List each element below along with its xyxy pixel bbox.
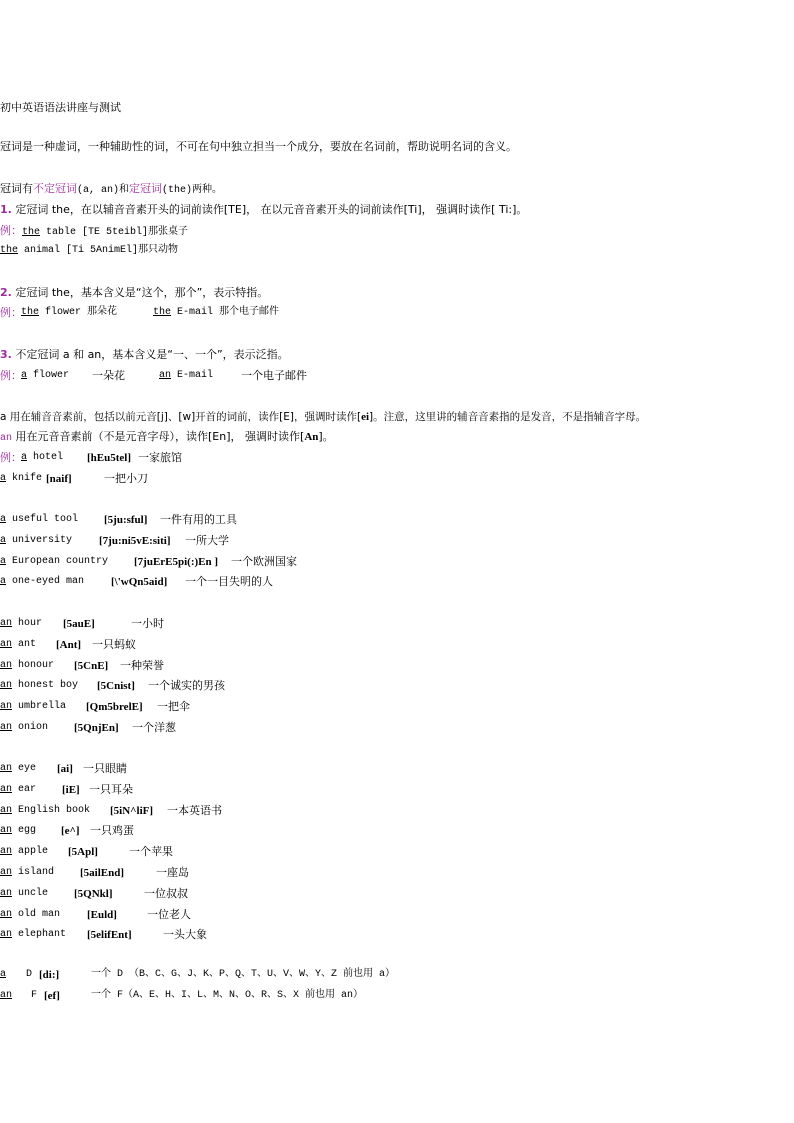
article-types [0, 180, 222, 198]
phonetic: [e^] [61, 825, 80, 838]
section-text: 不定冠词 a 和 an，基本含义是“一、一个”，表示泛指。 [11, 348, 289, 361]
article-word: an [0, 804, 13, 816]
example-text: flower 那朵花 [39, 307, 118, 318]
noun-text: old man [12, 908, 61, 920]
article-word: an [0, 763, 13, 774]
noun-text: honour [12, 659, 55, 671]
phonetic: [Euld] [87, 908, 117, 921]
phonetic: [ef] [44, 990, 60, 1002]
example-label [0, 449, 22, 467]
types-end: (the)两种。 [162, 185, 223, 196]
phonetic: [5iN^liF] [110, 804, 154, 817]
phonetic: [iE] [62, 783, 80, 796]
definite-article-term: 定冠词 [129, 182, 163, 195]
example-label: 例： [0, 306, 22, 319]
translation: 一本英语书 [167, 803, 222, 817]
phonetic: [5Apl] [68, 846, 98, 859]
article-word: an [0, 908, 13, 920]
types-mid: (a, an)和 [77, 185, 130, 196]
vocab-word [0, 864, 54, 882]
translation: 一个洋葱 [132, 721, 176, 734]
example-text: E-mail [171, 370, 214, 381]
phonetic: [7ju:ni5vE:siti] [99, 534, 171, 547]
translation: 一个一目失明的人 [185, 575, 273, 589]
section-text: 定冠词 the，基本含义是“这个，那个”，表示特指。 [11, 286, 269, 299]
noun-text: useful tool [6, 514, 79, 525]
vocab-word [0, 636, 36, 654]
article-word: a [0, 534, 7, 546]
rule-ipa: An [304, 431, 319, 443]
noun-text: knife [6, 472, 43, 484]
phonetic: [5ailEnd] [80, 867, 125, 879]
article-word: a [21, 370, 28, 381]
example-1 [21, 367, 69, 385]
noun-text: ant [12, 638, 37, 650]
translation: 一个诚实的男孩 [148, 679, 225, 693]
noun-text: apple [12, 846, 49, 858]
article-word: a [0, 555, 7, 567]
example-line [0, 242, 178, 260]
vocab-word [0, 719, 48, 737]
example-2 [153, 304, 279, 322]
example-label-text: 例： [0, 451, 22, 464]
example-1 [21, 304, 117, 322]
phonetic: [7juErE5pi(:)En ] [134, 555, 219, 568]
vocab-word [0, 843, 48, 861]
translation: 一把伞 [157, 700, 190, 714]
section-2 [0, 284, 268, 302]
noun-text: English book [12, 804, 91, 816]
article-word: a [0, 472, 7, 484]
article-word: the [22, 227, 41, 238]
article-word: the [21, 307, 40, 318]
article-word: an [0, 680, 13, 692]
article-word: a [21, 452, 28, 463]
vocab-word [0, 906, 60, 924]
article-word: an [0, 846, 13, 858]
noun-text: ear [12, 783, 37, 795]
rule-article: an [0, 433, 13, 444]
example-label: 例： [0, 369, 22, 382]
translation: 一个欧洲国家 [231, 554, 297, 568]
translation: 一种荣誉 [120, 658, 164, 672]
intro-paragraph: 冠词是一种虚词，一种辅助性的词，不可在句中独立担当一个成分，要放在名词前，帮助说明名词的含义。 [0, 140, 517, 153]
translation: 一件有用的工具 [160, 513, 237, 526]
vocab-word [21, 449, 63, 467]
translation: 一所大学 [185, 533, 229, 547]
rule-text: 用在元音音素前（不是元音字母），读作[En]， 强调时读作[ [12, 430, 305, 443]
page-title: 初中英语语法讲座与测试 [0, 101, 121, 114]
article-word: an [0, 659, 13, 671]
article-word: a [0, 514, 7, 525]
phonetic: [naif] [46, 472, 72, 485]
example-text: table [TE 5teibl]那张桌子 [40, 227, 189, 238]
noun-text: hotel [27, 452, 64, 463]
vocab-word [0, 760, 36, 778]
rule-text: ]。 [318, 430, 334, 443]
vocab-word [0, 677, 78, 695]
article-word: the [0, 245, 19, 256]
translation: 一把小刀 [104, 471, 148, 485]
vocab-word [0, 511, 78, 529]
article-word: an [0, 990, 13, 1001]
translation: 一小时 [131, 617, 164, 630]
section-text: 定冠词 the，在以辅音音素开头的词前读作[TE]， 在以元音音素开头的词前读作[Ti]， 强调时读作[ Ti:]。 [11, 203, 528, 216]
article-word: a [0, 969, 7, 980]
translation: 一只鸡蛋 [90, 824, 134, 838]
phonetic: [5elifEnt] [87, 929, 132, 942]
article-word: the [153, 307, 172, 318]
phonetic: [5QNkl] [74, 887, 113, 900]
translation: 一家旅馆 [138, 451, 182, 464]
phonetic: [hEu5tel] [87, 452, 131, 464]
article-word: an [0, 783, 13, 795]
article-word: an [0, 887, 13, 899]
noun-text: hour [12, 618, 43, 629]
article-word: a [0, 576, 7, 588]
translation: 一个苹果 [129, 845, 173, 859]
vocab-word [0, 553, 108, 571]
section-number: 2. [0, 286, 12, 299]
phonetic: [5CnE] [74, 659, 109, 672]
noun-text: island [12, 867, 55, 878]
noun-text: umbrella [12, 701, 67, 713]
vocab-word [0, 822, 36, 840]
vocab-word [0, 781, 36, 799]
example-text: E-mail 那个电子邮件 [171, 307, 280, 318]
article-word: an [0, 867, 13, 878]
translation: 一个 F（A、E、H、I、L、M、N、O、R、S、X 前也用 an） [91, 990, 364, 1001]
translation: 一只蚂蚁 [92, 637, 136, 651]
section-number: 3. [0, 348, 12, 361]
translation: 一只眼睛 [83, 762, 127, 775]
noun-text: egg [12, 825, 37, 837]
noun-text: university [6, 534, 73, 546]
article-word: an [0, 701, 13, 713]
example-text: flower [27, 370, 70, 381]
indefinite-article-term: 不定冠词 [33, 182, 77, 195]
translation: 一座岛 [156, 866, 189, 879]
letter: D [26, 969, 33, 980]
vocab-word [0, 698, 66, 716]
phonetic: [5auE] [63, 618, 95, 630]
rule-an [0, 428, 334, 446]
vocab-word [0, 802, 90, 820]
noun-text: uncle [12, 887, 49, 899]
phonetic: [ai] [57, 763, 73, 775]
rule-a [0, 408, 646, 426]
example-translation: 一朵花 [92, 369, 125, 382]
vocab-word [0, 657, 54, 675]
translation: 一位老人 [147, 907, 191, 921]
rule-text: ]。注意，这里讲的辅音音素指的是发音，不是指辅音字母。 [369, 411, 647, 423]
noun-text: onion [12, 722, 49, 733]
translation: 一位叔叔 [144, 886, 188, 900]
rule-ipa: ei [361, 411, 370, 423]
section-number: 1. [0, 203, 12, 216]
phonetic: [Qm5brelE] [86, 701, 143, 714]
phonetic: [5Cnist] [97, 680, 135, 693]
example-label: 例： [0, 224, 22, 237]
phonetic: [5QnjEn] [74, 722, 119, 734]
types-lead: 冠词有 [0, 182, 33, 195]
example-translation: 一个电子邮件 [241, 369, 307, 382]
vocab-word [0, 926, 66, 944]
rule-text: a 用在辅音音素前，包括以前元音[j]、[w]开首的词前，读作[E]，强调时读作[ [0, 411, 362, 423]
example-text: animal [Ti 5AnimEl]那只动物 [18, 245, 179, 256]
noun-text: European country [6, 555, 109, 567]
article-word: an [0, 825, 13, 837]
vocab-word [0, 532, 72, 550]
vocab-word [0, 573, 84, 591]
letter: F [31, 990, 38, 1001]
translation: 一只耳朵 [89, 782, 133, 796]
section-3 [0, 346, 289, 364]
vocab-word [0, 470, 42, 488]
article-word: an [159, 370, 172, 381]
example-2 [159, 367, 213, 385]
noun-text: one-eyed man [6, 576, 85, 588]
example-line [0, 222, 188, 240]
phonetic: [Ant] [56, 638, 82, 651]
article-word: an [0, 722, 13, 733]
noun-text: eye [12, 763, 37, 774]
section-1 [0, 201, 527, 219]
translation: 一头大象 [163, 928, 207, 942]
phonetic: [di:] [39, 969, 60, 981]
translation: 一个 D （B、C、G、J、K、P、Q、T、U、V、W、Y、Z 前也用 a） [91, 969, 396, 980]
article-word: an [0, 638, 13, 650]
phonetic: [\'wQn5aid] [111, 576, 168, 589]
phonetic: [5ju:sful] [104, 514, 148, 526]
article-word: an [0, 929, 13, 941]
article-word: an [0, 618, 13, 629]
vocab-word [0, 885, 48, 903]
vocab-word [0, 615, 42, 633]
noun-text: elephant [12, 929, 67, 941]
noun-text: honest boy [12, 680, 79, 692]
